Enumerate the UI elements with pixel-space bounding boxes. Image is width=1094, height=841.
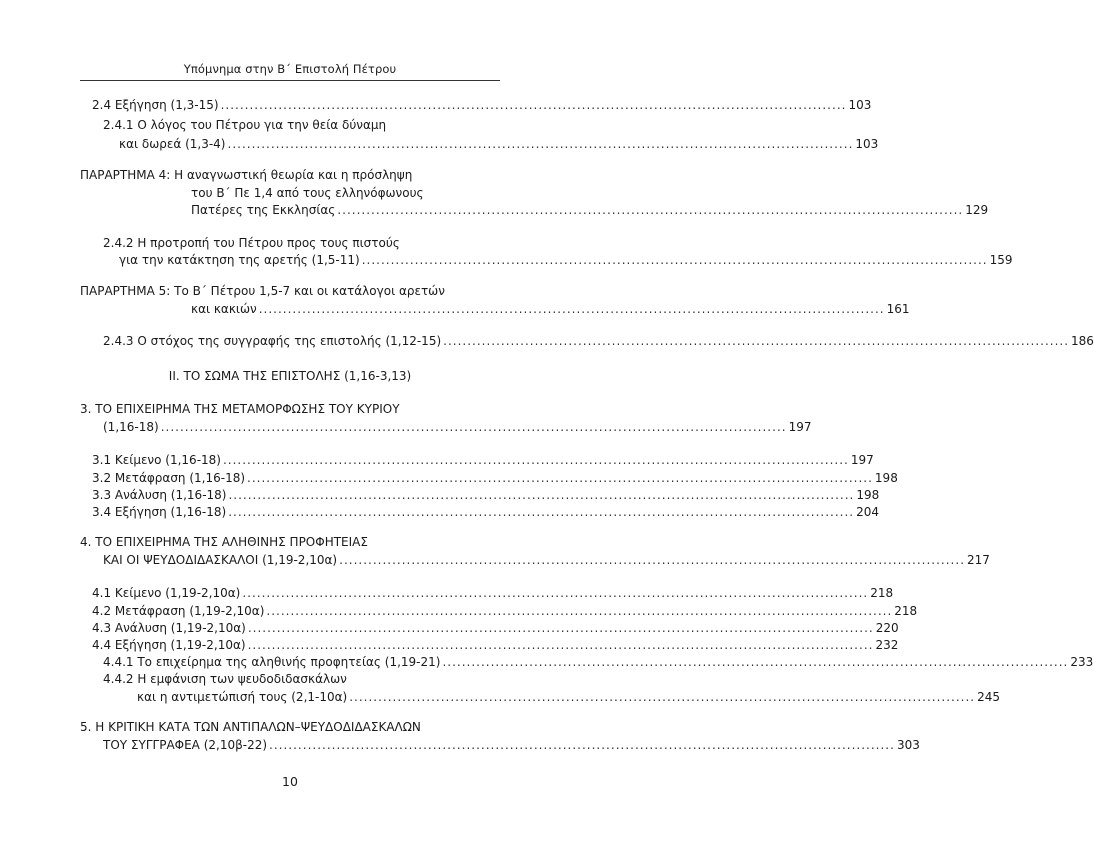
- toc-entry[interactable]: [92, 488, 880, 503]
- toc-entry[interactable]: [92, 98, 872, 113]
- toc-entry-page: 218: [870, 586, 894, 600]
- toc-entry-title: ΚΑΙ ΟΙ ΨΕΥΔΟΔΙΔΑΣΚΑΛΟΙ (1,19-2,10α): [103, 553, 338, 567]
- toc-entry[interactable]: [103, 334, 1094, 349]
- toc-entry-page: 103: [855, 137, 879, 151]
- toc-entry-title: (1,16-18): [103, 420, 159, 434]
- toc-entry[interactable]: [103, 655, 1094, 670]
- header-rule: [80, 80, 500, 81]
- toc-entry-title: 3.1 Κείμενο (1,16-18): [92, 453, 221, 467]
- toc-entry[interactable]: [119, 137, 879, 152]
- toc-entry-page: 159: [989, 253, 1013, 267]
- toc-leader: ..................................................................................................................................: [247, 638, 874, 652]
- toc-leader: ..................................................................................................................................: [220, 98, 847, 112]
- toc-entry-page: 232: [875, 638, 899, 652]
- toc-entry-page: 197: [788, 420, 812, 434]
- toc-entry[interactable]: [92, 586, 894, 601]
- toc-entry[interactable]: [191, 302, 910, 317]
- toc-leader: ..................................................................................................................................: [361, 253, 988, 267]
- toc-entry-title: 2.4.3 Ο στόχος της συγγραφής της επιστολής (1,12-15): [103, 334, 442, 348]
- toc-entry[interactable]: [103, 553, 990, 568]
- toc-leader: ..................................................................................................................................: [228, 488, 855, 502]
- toc-entry-page: 186: [1071, 334, 1094, 348]
- toc-entry-title: 4.4.1 Το επιχείρημα της αληθινής προφητείας (1,19-21): [103, 655, 441, 669]
- toc-entry-title[interactable]: του Β΄ Πε 1,4 από τους ελληνόφωνους: [191, 186, 424, 200]
- toc-leader: ..................................................................................................................................: [443, 334, 1070, 348]
- toc-leader: ..................................................................................................................................: [266, 604, 893, 618]
- toc-entry[interactable]: [92, 505, 879, 520]
- toc-entry-title[interactable]: 4. ΤΟ ΕΠΙΧΕΙΡΗΜΑ ΤΗΣ ΑΛΗΘΙΝΗΣ ΠΡΟΦΗΤΕΙΑΣ: [80, 535, 368, 549]
- toc-leader: ..................................................................................................................................: [247, 621, 874, 635]
- toc-entry-page: 204: [856, 505, 879, 519]
- toc-entry-page: 218: [894, 604, 918, 618]
- toc-leader: ..................................................................................................................................: [222, 453, 849, 467]
- toc-leader: ..................................................................................................................................: [247, 471, 873, 485]
- toc-leader: ..................................................................................................................................: [242, 586, 869, 600]
- toc-entry-page: 129: [965, 203, 989, 217]
- toc-entry-page: 103: [848, 98, 872, 112]
- running-header: Υπόμνημα στην Β΄ Επιστολή Πέτρου: [183, 62, 397, 76]
- toc-entry-page: 198: [856, 488, 880, 502]
- toc-entry-page: 197: [850, 453, 874, 467]
- page-number: 10: [282, 774, 298, 789]
- toc-entry-title[interactable]: ΠΑΡΑΡΤΗΜΑ 5: Το Β΄ Πέτρου 1,5-7 και οι κατάλογοι αρετών: [80, 284, 445, 298]
- toc-entry[interactable]: [103, 420, 812, 435]
- toc-leader: ..................................................................................................................................: [160, 420, 787, 434]
- toc-entry-page: 303: [896, 738, 920, 752]
- toc-entry-title[interactable]: 5. Η ΚΡΙΤΙΚΗ ΚΑΤΑ ΤΩΝ ΑΝΤΙΠΑΛΩΝ–ΨΕΥΔΟΔΙΔΑΣΚΑΛΩΝ: [80, 720, 421, 734]
- toc-entry-title: 2.4 Εξήγηση (1,3-15): [92, 98, 219, 112]
- toc-entry-title[interactable]: 3. ΤΟ ΕΠΙΧΕΙΡΗΜΑ ΤΗΣ ΜΕΤΑΜΟΡΦΩΣΗΣ ΤΟΥ ΚΥΡΙΟΥ: [80, 402, 400, 416]
- toc-entry-page: 217: [967, 553, 990, 567]
- toc-leader: ..................................................................................................................................: [228, 505, 855, 519]
- toc-entry[interactable]: [191, 203, 989, 218]
- toc-entry-title: 3.4 Εξήγηση (1,16-18): [92, 505, 227, 519]
- toc-leader: ..................................................................................................................................: [269, 738, 895, 752]
- toc-entry-title: 3.2 Μετάφραση (1,16-18): [92, 471, 246, 485]
- toc-entry[interactable]: [119, 253, 1013, 268]
- toc-entry-page: 245: [977, 690, 1001, 704]
- toc-entry-title: 4.2 Μετάφραση (1,19-2,10α): [92, 604, 265, 618]
- toc-entry-title: και η αντιμετώπισή τους (2,1-10α): [137, 690, 348, 704]
- toc-entry-title[interactable]: 2.4.2 Η προτροπή του Πέτρου προς τους πιστούς: [103, 236, 400, 250]
- toc-entry-title[interactable]: ΠΑΡΑΡΤΗΜΑ 4: Η αναγνωστική θεωρία και η πρόσληψη: [80, 168, 413, 182]
- toc-entry-title: ΤΟΥ ΣΥΓΓΡΑΦΕΑ (2,10β-22): [103, 738, 268, 752]
- toc-entry-page: 220: [875, 621, 899, 635]
- toc-entry-title: για την κατάκτηση της αρετής (1,5-11): [119, 253, 360, 267]
- part-heading[interactable]: ΙΙ. ΤΟ ΣΩΜΑ ΤΗΣ ΕΠΙΣΤΟΛΗΣ (1,16-3,13): [168, 369, 412, 383]
- toc-entry[interactable]: [137, 690, 1001, 705]
- toc-entry[interactable]: [92, 471, 898, 486]
- toc-entry-title[interactable]: 2.4.1 Ο λόγος του Πέτρου για την θεία δύναμη: [103, 118, 387, 132]
- toc-leader: ..................................................................................................................................: [337, 203, 964, 217]
- toc-entry[interactable]: [103, 738, 920, 753]
- toc-entry-title: Πατέρες της Εκκλησίας: [191, 203, 336, 217]
- toc-entry-title: και δωρεά (1,3-4): [119, 137, 226, 151]
- toc-leader: ..................................................................................................................................: [227, 137, 854, 151]
- toc-entry[interactable]: [92, 638, 899, 653]
- toc-entry-page: 198: [874, 471, 898, 485]
- toc-entry[interactable]: [92, 453, 874, 468]
- toc-entry[interactable]: [92, 604, 918, 619]
- toc-leader: ..................................................................................................................................: [349, 690, 976, 704]
- toc-entry-page: 233: [1070, 655, 1094, 669]
- toc-entry-title: και κακιών: [191, 302, 257, 316]
- toc-entry-title: 4.4 Εξήγηση (1,19-2,10α): [92, 638, 246, 652]
- toc-entry-title: 3.3 Ανάλυση (1,16-18): [92, 488, 227, 502]
- toc-entry[interactable]: [92, 621, 899, 636]
- toc-entry-title: 4.3 Ανάλυση (1,19-2,10α): [92, 621, 246, 635]
- toc-entry-title[interactable]: 4.4.2 Η εμφάνιση των ψευδοδιδασκάλων: [103, 672, 347, 686]
- toc-leader: ..................................................................................................................................: [258, 302, 885, 316]
- toc-leader: ..................................................................................................................................: [442, 655, 1069, 669]
- toc-entry-title: 4.1 Κείμενο (1,19-2,10α): [92, 586, 241, 600]
- toc-leader: ..................................................................................................................................: [339, 553, 966, 567]
- toc-entry-page: 161: [886, 302, 910, 316]
